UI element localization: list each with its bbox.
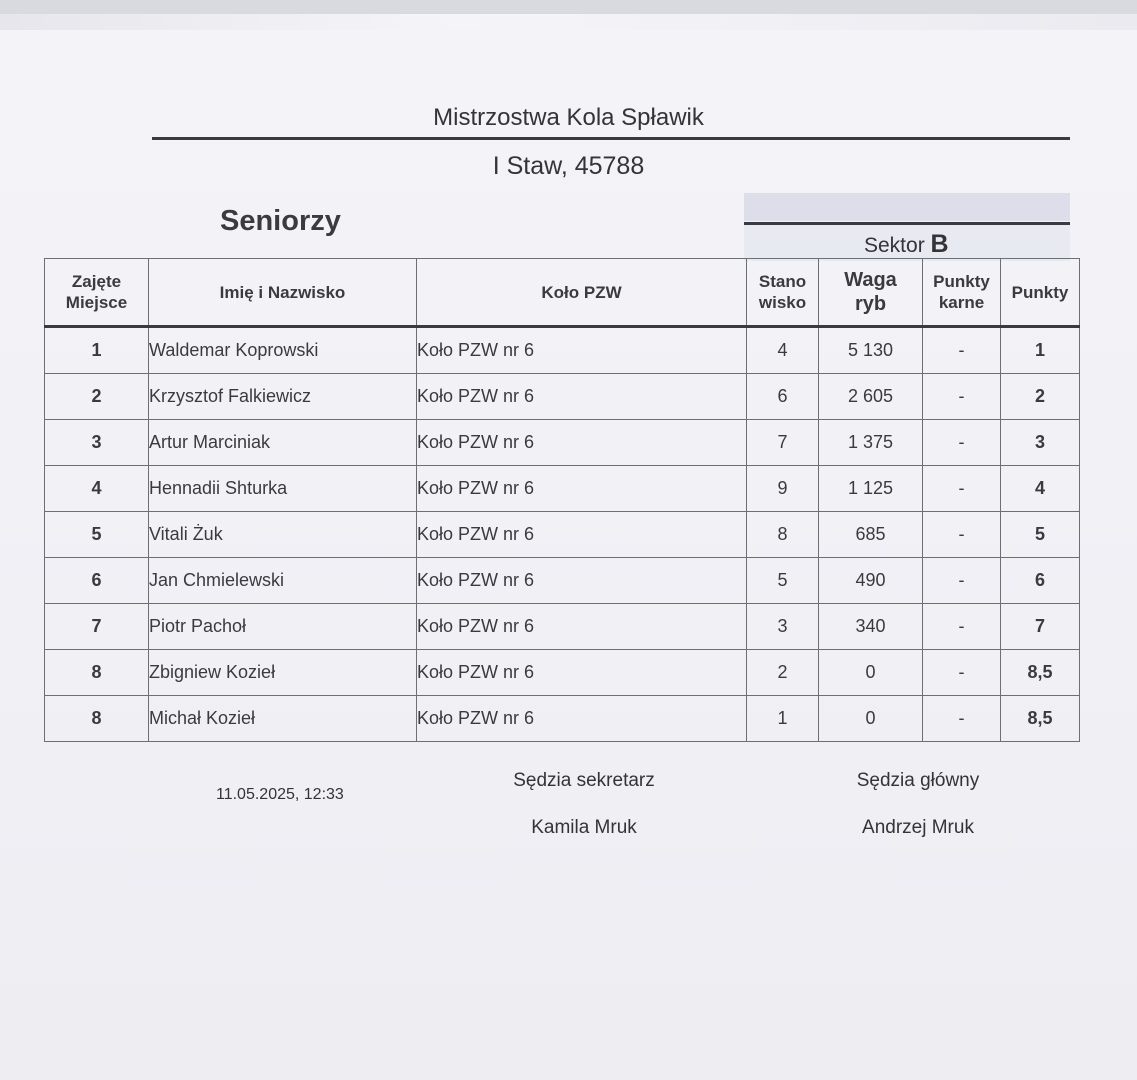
cell-club: Koło PZW nr 6 [417, 604, 747, 650]
cell-points: 3 [1001, 420, 1080, 466]
cell-name: Artur Marciniak [149, 420, 417, 466]
cell-weight: 2 605 [819, 374, 923, 420]
cell-name: Michał Kozieł [149, 696, 417, 742]
cell-club: Koło PZW nr 6 [417, 696, 747, 742]
cell-club: Koło PZW nr 6 [417, 650, 747, 696]
table-row [45, 558, 1080, 604]
sector-value: B [930, 230, 949, 258]
cell-weight: 340 [819, 604, 923, 650]
cell-place: 6 [45, 558, 149, 604]
cell-place: 5 [45, 512, 149, 558]
column-header-club: Koło PZW [417, 259, 747, 327]
cell-penalty: - [923, 512, 1001, 558]
cell-name: Waldemar Koprowski [149, 327, 417, 374]
results-table [44, 258, 1080, 742]
cell-place: 3 [45, 420, 149, 466]
cell-name: Piotr Pachoł [149, 604, 417, 650]
cell-weight: 0 [819, 650, 923, 696]
cell-club: Koło PZW nr 6 [417, 558, 747, 604]
table-row [45, 466, 1080, 512]
print-datetime: 11.05.2025, 12:33 [216, 786, 344, 803]
column-header-points: Punkty [1001, 259, 1080, 327]
cell-penalty: - [923, 604, 1001, 650]
table-row [45, 604, 1080, 650]
cell-penalty: - [923, 374, 1001, 420]
cell-weight: 1 375 [819, 420, 923, 466]
cell-penalty: - [923, 558, 1001, 604]
cell-stand: 7 [747, 420, 819, 466]
column-header-penalty: Punkty karne [923, 259, 1001, 327]
paper-top-edge [0, 14, 1137, 30]
cell-penalty: - [923, 466, 1001, 512]
table-header-row [45, 259, 1080, 327]
cell-weight: 1 125 [819, 466, 923, 512]
cell-penalty: - [923, 420, 1001, 466]
cell-penalty: - [923, 696, 1001, 742]
table-row [45, 512, 1080, 558]
cell-place: 8 [45, 650, 149, 696]
cell-name: Vitali Żuk [149, 512, 417, 558]
cell-weight: 0 [819, 696, 923, 742]
cell-stand: 6 [747, 374, 819, 420]
category-heading: Seniorzy [220, 205, 341, 237]
cell-points: 8,5 [1001, 696, 1080, 742]
competition-title: Mistrzostwa Kola Spławik [433, 104, 704, 131]
sector-label [864, 230, 949, 259]
chief-judge-name: Andrzej Mruk [862, 817, 974, 838]
column-header-place: Zajęte Miejsce [45, 259, 149, 327]
cell-points: 2 [1001, 374, 1080, 420]
sector-band [744, 193, 1070, 221]
cell-penalty: - [923, 650, 1001, 696]
cell-place: 2 [45, 374, 149, 420]
cell-club: Koło PZW nr 6 [417, 374, 747, 420]
cell-stand: 1 [747, 696, 819, 742]
column-header-weight: Waga ryb [819, 259, 923, 327]
cell-stand: 2 [747, 650, 819, 696]
cell-stand: 8 [747, 512, 819, 558]
cell-place: 8 [45, 696, 149, 742]
cell-place: 4 [45, 466, 149, 512]
cell-stand: 9 [747, 466, 819, 512]
cell-club: Koło PZW nr 6 [417, 420, 747, 466]
secretary-name: Kamila Mruk [531, 817, 637, 838]
cell-weight: 490 [819, 558, 923, 604]
table-row [45, 327, 1080, 374]
cell-name: Zbigniew Kozieł [149, 650, 417, 696]
cell-points: 8,5 [1001, 650, 1080, 696]
secretary-title: Sędzia sekretarz [513, 770, 655, 791]
cell-name: Krzysztof Falkiewicz [149, 374, 417, 420]
sector-label-text: Sektor [864, 234, 925, 257]
cell-weight: 685 [819, 512, 923, 558]
cell-club: Koło PZW nr 6 [417, 327, 747, 374]
column-header-stand: Stano wisko [747, 259, 819, 327]
title-divider [152, 137, 1070, 140]
cell-place: 1 [45, 327, 149, 374]
cell-points: 5 [1001, 512, 1080, 558]
cell-club: Koło PZW nr 6 [417, 466, 747, 512]
cell-penalty: - [923, 327, 1001, 374]
table-row [45, 650, 1080, 696]
cell-stand: 4 [747, 327, 819, 374]
chief-judge-title: Sędzia główny [856, 770, 980, 791]
cell-points: 7 [1001, 604, 1080, 650]
cell-points: 4 [1001, 466, 1080, 512]
cell-weight: 5 130 [819, 327, 923, 374]
cell-stand: 3 [747, 604, 819, 650]
cell-name: Jan Chmielewski [149, 558, 417, 604]
column-header-name: Imię i Nazwisko [149, 259, 417, 327]
cell-stand: 5 [747, 558, 819, 604]
table-row [45, 696, 1080, 742]
cell-points: 6 [1001, 558, 1080, 604]
cell-club: Koło PZW nr 6 [417, 512, 747, 558]
cell-place: 7 [45, 604, 149, 650]
cell-name: Hennadii Shturka [149, 466, 417, 512]
table-row [45, 420, 1080, 466]
table-row [45, 374, 1080, 420]
competition-subtitle: I Staw, 45788 [492, 152, 645, 180]
cell-points: 1 [1001, 327, 1080, 374]
